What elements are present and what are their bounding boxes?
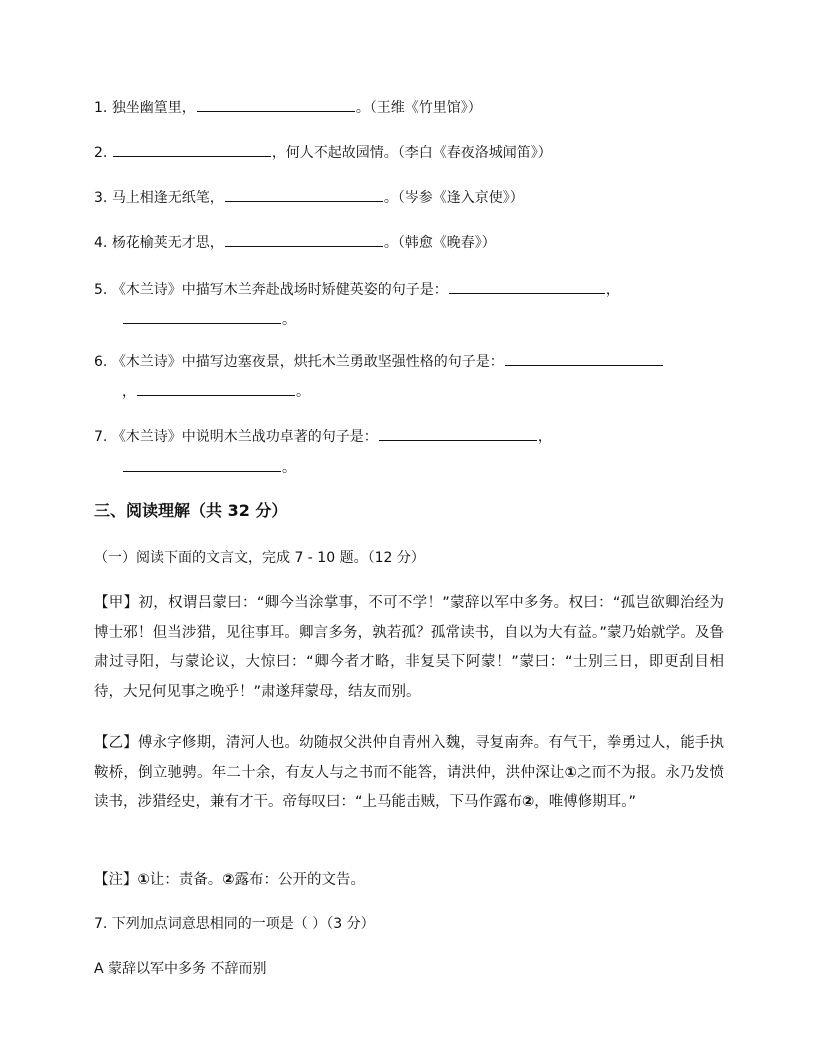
fill-question-5 xyxy=(94,278,734,300)
question-number: 1. xyxy=(94,100,108,116)
fill-question-4 xyxy=(94,231,734,253)
question-number: 2. xyxy=(94,145,108,161)
fill-question-3 xyxy=(94,186,734,208)
note-text: 露布：公开的文告。 xyxy=(234,872,366,888)
question-text: 杨花榆荚无才思， xyxy=(111,235,224,251)
answer-blank[interactable] xyxy=(225,231,383,247)
question-number: 4. xyxy=(94,235,108,251)
question-7: 7. 下列加点词意思相同的一项是（ ）（3 分） xyxy=(94,916,375,932)
answer-blank[interactable] xyxy=(137,380,295,396)
passage-text: ，唯傅修期耳。” xyxy=(534,794,637,810)
footnote-marker: ② xyxy=(222,872,235,888)
answer-blank[interactable] xyxy=(225,186,383,202)
question-source: 。（王维《竹里馆》） xyxy=(355,100,482,116)
question-text: 《木兰诗》中描写木兰奔赴战场时矫健英姿的句子是： xyxy=(111,282,448,298)
question-text: 《木兰诗》中描写边塞夜景，烘托木兰勇敢坚强性格的句子是： xyxy=(111,354,504,370)
option-a[interactable]: A 蒙辞以军中多务 不辞而别 xyxy=(94,961,267,977)
fill-question-2 xyxy=(94,141,734,163)
fill-question-7 xyxy=(94,425,734,447)
answer-blank[interactable] xyxy=(123,456,281,472)
annotation-notes xyxy=(94,866,724,896)
answer-blank[interactable] xyxy=(197,96,355,112)
fill-question-5-cont xyxy=(122,308,762,330)
question-punct: 。 xyxy=(282,312,296,328)
question-number: 6. xyxy=(94,354,108,370)
passage-yi xyxy=(94,729,724,818)
answer-blank[interactable] xyxy=(123,308,281,324)
notes-label: 【注】 xyxy=(94,872,138,888)
question-number: 5. xyxy=(94,282,108,298)
question-text: 《木兰诗》中说明木兰战功卓著的句子是： xyxy=(111,429,378,445)
section-heading: 三、阅读理解（共 32 分） xyxy=(94,501,288,520)
fill-question-7-cont xyxy=(122,456,762,478)
passage-jia xyxy=(94,589,724,707)
answer-blank[interactable] xyxy=(505,350,663,366)
passage-label: 【乙】 xyxy=(94,735,138,751)
footnote-marker: ① xyxy=(564,764,578,781)
question-source: 。（韩愈《晚春》） xyxy=(383,235,496,251)
question-number: 7. xyxy=(94,429,108,445)
fill-question-1 xyxy=(94,96,734,118)
question-number: 3. xyxy=(94,190,108,206)
passage-label: 【甲】 xyxy=(94,595,139,611)
fill-question-6 xyxy=(94,350,794,372)
question-text: 马上相逢无纸笔， xyxy=(111,190,224,206)
question-punct: ， xyxy=(122,384,136,400)
passage-text: 之而不为报。永乃发愤读书，涉猎经史，兼有才干。帝每叹曰：“上马能击贼，下马作露布 xyxy=(94,764,725,810)
passage-text: 傅永字修期，清河人也。幼随叔父洪仲自青州入魏，寻复南奔。有气干，拳勇过人，能手执鞍桥，倒立驰骋。年二十余，有友人与之书而不能答，请洪仲，洪仲深让 xyxy=(94,735,725,781)
question-punct: ， xyxy=(537,429,552,445)
footnote-marker: ① xyxy=(137,872,150,888)
footnote-marker: ② xyxy=(522,794,535,810)
note-text: 让：责备。 xyxy=(149,872,223,888)
question-punct: ， xyxy=(605,282,620,298)
question-text: 独坐幽篁里， xyxy=(111,100,196,116)
question-text: ，何人不起故园情。（李白《春夜洛城闻笛》） xyxy=(271,145,552,161)
question-source: 。（岑参《逢入京使》） xyxy=(383,190,524,206)
passage-text: 初，权谓吕蒙曰：“卿今当涂掌事，不可不学！”蒙辞以军中多务。权曰：“孤岂欲卿治经为博士邪！但当涉猎，见往事耳。卿言多务，孰若孤？孤常读书，自以为大有益。”蒙乃始就学。及鲁肃过寻阳，与蒙论议，大惊曰：“卿今者才略，非复吴下阿蒙！”蒙曰：“士别三日，即更刮目相待，大兄何见事之晚乎！”肃遂拜蒙母，结友而别。 xyxy=(94,595,724,700)
question-punct: 。 xyxy=(282,460,296,476)
answer-blank[interactable] xyxy=(113,141,271,157)
answer-blank[interactable] xyxy=(449,278,605,294)
sub-heading: （一）阅读下面的文言文，完成 7 - 10 题。（12 分） xyxy=(94,550,425,566)
answer-blank[interactable] xyxy=(379,425,537,441)
question-punct: 。 xyxy=(296,384,310,400)
fill-question-6-cont xyxy=(122,380,762,402)
